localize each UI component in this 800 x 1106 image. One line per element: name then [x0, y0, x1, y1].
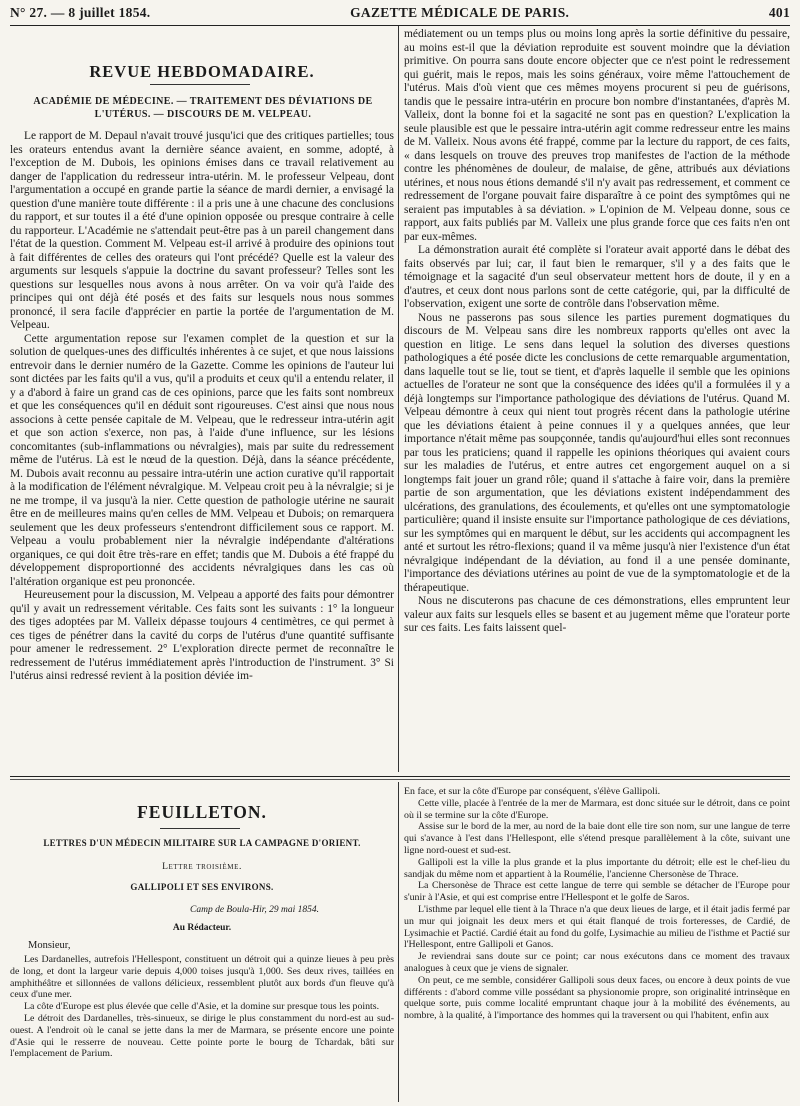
feuilleton-paragraph: Les Dardanelles, autrefois l'Hellespont, constituent un détroit qui a quinze lieues à peu près de long, et dont la largeur varie depuis 4,000 toises jusqu'à 1,000. Ses deux rives, taillées en amphithéâtre et sillonnées de vallons délicieux, ressemblent plutôt aux bords d'un fleuve qu'à ceux d'une mer. [10, 954, 394, 1001]
feuilleton-title: FEUILLETON. [137, 802, 267, 822]
feuilleton-paragraph: Le détroit des Dardanelles, très-sinueux, se dirige le plus constamment du nord-est au sud-ouest. A l'endroit où le canal se jette dans la mer de Marmara, se présente encore une pointe d'Asie qui le resserre de nouveau. Cette pointe porte le bourg de Tchardak, bâti sur l'emplacement de Parium. [10, 1012, 394, 1060]
feuilleton-divider-thin [10, 779, 790, 780]
feuilleton-title-rule [160, 828, 240, 829]
feuilleton-paragraph: La Chersonèse de Thrace est cette langue de terre qui semble se détacher de l'Europe pour s'unir à l'Asie, et qui est comprise entre l'Hellespont et le golfe de Saros. [404, 880, 790, 904]
salutation: Monsieur, [28, 940, 71, 951]
revue-right-column [404, 28, 790, 768]
feuilleton-paragraph: Assise sur le bord de la mer, au nord de la baie dont elle tire son nom, sur une langue de terre qui s'avance à l'est dans l'Hellespont, elle s'étend presque parallèlement à la côte, suivant une ligne nord-ouest et sud-est. [404, 821, 790, 856]
column-divider-top [398, 26, 399, 772]
revue-paragraph: médiatement ou un temps plus ou moins long après la sortie définitive du pessaire, au moins est-il que la déviation reproduite est souvent moindre que la déviation primitive. On pourra sans doute encore objecter que ce n'est point le redressement qui guérit, mais le repos, mais les soins généraux, voire même l'attouchement de l'utérus. Mais d'où vient que ces mêmes moyens procurent si peu de guérisons, tandis que le pessaire intra-utérin en procure bon nombre d'instantanées, d'après M. Valleix, dont la bonne foi et la sagacité ne sont pas en question? L'explication la seule plausible est que le pessaire intra-utérin agit comme redresseur entre les mains de M. Valleix. Nous avons été frappé, comme par la lecture du rapport, de ces faits, « dans lesquels on trouve des preuves trop manifestes de l'action de la méthode contre les phénomènes de douleur, de malaise, de gêne, attribués aux déviations utérines, et nous nous étions demandé s'il n'y avait pas redressement, et comment ce redressement de l'organe pouvait faire disparaître à ce point des symptômes qui ne seraient pas imputables à sa déviation. » L'opinion de M. Velpeau donne, sous ce rapport, aux faits publiés par M. Valleix une plus grande force que ces faits n'en ont par eux-mêmes. [404, 28, 790, 243]
revue-left-column [10, 130, 394, 770]
feuilleton-left-column [10, 954, 394, 1104]
header-rule [10, 25, 790, 26]
lettre-heading: Lettre troisième. [162, 862, 242, 872]
feuilleton-paragraph: Gallipoli est la ville la plus grande et la plus importante du détroit; elle est le chef-lieu du sandjak du même nom et appartient à la Roumélie, l'ancienne Chersonèse de Thrace. [404, 856, 790, 880]
column-divider-bottom [398, 782, 399, 1102]
feuilleton-paragraph: La côte d'Europe est plus élevée que celle d'Asie, et la domine sur presque tous les points. [24, 1001, 380, 1013]
feuilleton-divider [10, 776, 790, 777]
feuilleton-paragraph: En face, et sur la côte d'Europe par conséquent, s'élève Gallipoli. [404, 786, 661, 797]
revue-paragraph: La démonstration aurait été complète si l'orateur avait apporté dans le débat des faits observés par lui; car, il faut bien le remarquer, s'il y a des faits que le témoignage et la sagacité d'un seul observateur mettent hors de doute, il y en a d'autres, et ceux dont nous parlons sont de cette catégorie, qui, par la difficulté de l'observation, exigent une sorte de contrôle dans l'observation même. [404, 244, 790, 310]
dateline: Camp de Boula-Hir, 29 mai 1854. [190, 905, 320, 915]
revue-paragraph: Cette argumentation repose sur l'examen complet de la question et sur la solution de quelques-unes des difficultés inhérentes à ce sujet, et que nous laissions entrevoir dans le dernier numéro de la Gazette. Comme les opinions de l'auteur lui sont dictées par les faits qu'il a vus, qu'il a produits et ceux qu'il a entendu relater, il y a d'abord à faire un grand cas de ces opinions, parce que les faits sont nombreux et que les conséquences qu'il en déduit sont rigoureuses. C'est ainsi que nous nous associons à cette pensée capitale de M. Velpeau, que le redresseur intra-utérin agit et que son action s'exerce, non pas, à l'aide d'une influence, sur les lésions concomitantes (sub-inflammations ou névralgies), mais par suite du redressement même de l'utérus. Là est le nœud de la question. Déjà, dans la séance précédente, M. Dubois avait reconnu au pessaire intra-utérin une action curative qu'il rapportait à la modification de l'élément névralgique. M. Velpeau croit peu à la névralgie; si je ne me trompe, il va jusqu'à la nier. Cette question de pathologie utérine ne saurait être en de meilleures mains qu'en celles de MM. Velpeau et Dubois; on remarquera seulement que les deux professeurs s'entendront difficilement sous ce rapport. M. Velpeau a voulu probablement nier la névralgie indépendante d'altérations organiques, ce qui doit être très-rare en effet; tandis que M. Dubois a été frappé du développement disproportionné des accidents névralgiques dans les cas où l'altération organique est peu prononcée. [10, 332, 394, 588]
revue-paragraph: Heureusement pour la discussion, M. Velpeau a apporté des faits pour démontrer qu'il y avait un redressement véritable. Ces faits sont les suivants : 1° la longueur des tiges adoptées par M. Valleix dépasse toujours 4 centimètres, ce qui permet à ces tiges de pénétrer dans la cavité du corps de l'utérus d'une quantité suffisante pour amener le redressement. 2° L'exploration directe permet de reconnaître le redressement de l'utérus immédiatement après l'introduction de l'instrument. 3° Si l'utérus ainsi redressé revient à la position déviée im- [10, 589, 394, 682]
feuilleton-right-column [404, 786, 790, 1104]
journal-title: GAZETTE MÉDICALE DE PARIS. [350, 5, 570, 20]
feuilleton-paragraph: On peut, ce me semble, considérer Gallipoli sous deux faces, ou encore à deux points de vue différents : d'abord comme ville possédant sa physionomie propre, son originalité intrinsèque en quelque sorte, puis comme localité empruntant chaque jour à la mobilité des événements, au nombre, à la qualité, à l'importance des hommes qui la traversent ou qui l'habitent, enfin aux [404, 974, 790, 1022]
revue-title: REVUE HEBDOMADAIRE. [89, 62, 315, 81]
feuilleton-paragraph: Cette ville, placée à l'entrée de la mer de Marmara, est donc située sur le détroit, dans ce point où il se termine sur la côte d'Europe. [404, 797, 790, 821]
revue-paragraph: Le rapport de M. Depaul n'avait trouvé jusqu'ici que des critiques partielles; tous les orateurs entendus avant la dernière séance avaient, en somme, adopté, à l'exception de M. Dubois, les opinions émises dans ce travail relativement au danger de l'application du redresseur intra-utérin. M. le professeur Velpeau, dont l'argumentation a occupé en grande partie la séance de mardi dernier, a envisagé la question d'une manière toute différente : il a pris une à une chacune des conclusions du rapport, et sur toutes il a été d'une opinion opposée ou presque contraire à celle du rapporteur. L'Académie ne s'attendait peut-être pas à un pareil changement dans l'état de la question. Comment M. Velpeau est-il arrivé à produire des opinions tout à fait différentes de celles des orateurs qui l'ont précédé? Quelle est la valeur des arguments sur lesquels s'appuie la doctrine du savant professeur? Telles sont les questions sur lesquelles nous avons à nous arrêter. On va voir qu'à l'aide des principes qui ont déjà été posés et des faits sur lesquels nous nous sommes prononcé, il sera facile d'apprécier en partie la portée de l'argumentation de M. Velpeau. [10, 130, 394, 331]
revue-paragraph: Nous ne passerons pas sous silence les parties purement dogmatiques du discours de M. Velpeau sans dire les nombreux rapports qu'elles ont avec la question en litige. Le sens dans lequel la solution des diverses questions pathologiques a été posée dicte les conclusions de cette remarquable argumentation, dans laquelle tout se lie, tout se tient, et d'après laquelle il semble que les opinions actuelles de l'orateur ne sont que la conséquence des idées qu'il a formulées il y a déjà longtemps sur l'importance pathologique des déviations de l'utérus. Quand M. Velpeau démontre à ceux qui nient tout progrès récent dans la pathologie utérine que les déviations étaient à peine connues il y a quelques années, que leur importance n'était même pas soupçonnée, tandis qu'aujourd'hui elles sont reconnues par tous les praticiens; quand il rappelle les opinions théoriques qui avaient cours sur les maladies de l'utérus, et entre autres cet engorgement auquel on a si longtemps fait jouer un grand rôle; quand il s'attache à faire voir, dans la première partie de son argumentation, que les déviations existent indépendamment des ulcérations, des granulations, des écoulements, et qu'elles ont une symptomatologie particulière; quand il insiste ensuite sur l'importance pathologique de ces déviations, sur les symptômes qui en marquent le début, sur les accidents qui accompagnent les anté et surtout les rétro-flexions; quand il va même jusqu'à nier l'existence d'un état névralgique indépendant de la déviation, au fond il a une pensée dominante, l'importance des déviations utérines au point de vue de la symptomatologie et de la thérapeutique. [404, 311, 790, 594]
issue-number: N° 27. — 8 juillet 1854. [10, 5, 151, 20]
feuilleton-paragraph: L'isthme par lequel elle tient à la Thrace n'a que deux lieues de large, et il était jadis fermé par un mur qui joignait les deux mers et qui était flanqué de trois forteresses, de Cardié, de Lysimachie et Pactié. Cardié était au fond du golfe, Lysimachie au milieu de l'isthme et Pactié sur l'Hellespont, entre Gallipoli et Ganos. [404, 903, 790, 951]
feuilleton-paragraph: Je reviendrai sans doute sur ce point; car nous exécutons dans ce moment des travaux analogues à ceux que je viens de signaler. [404, 951, 790, 974]
academie-subhead: ACADÉMIE DE MÉDECINE. — TRAITEMENT DES DÉVIATIONS DE L'UTÉRUS. — DISCOURS DE M. VELPEAU. [33, 96, 373, 120]
revue-paragraph: Nous ne discuterons pas chacune de ces démonstrations, elles empruntent leur valeur aux faits sur lesquels elles se basent et au jugement même que l'orateur porte sur ces faits. Les faits laissent quel- [404, 595, 790, 634]
feuilleton-subtitle: LETTRES D'UN MÉDECIN MILITAIRE SUR LA CAMPAGNE D'ORIENT. [43, 838, 361, 848]
revue-title-rule [150, 84, 250, 85]
section-heading: GALLIPOLI ET SES ENVIRONS. [130, 882, 274, 892]
running-header [10, 2, 790, 24]
page-number: 401 [768, 5, 790, 20]
addressee: Au Rédacteur. [172, 923, 232, 933]
